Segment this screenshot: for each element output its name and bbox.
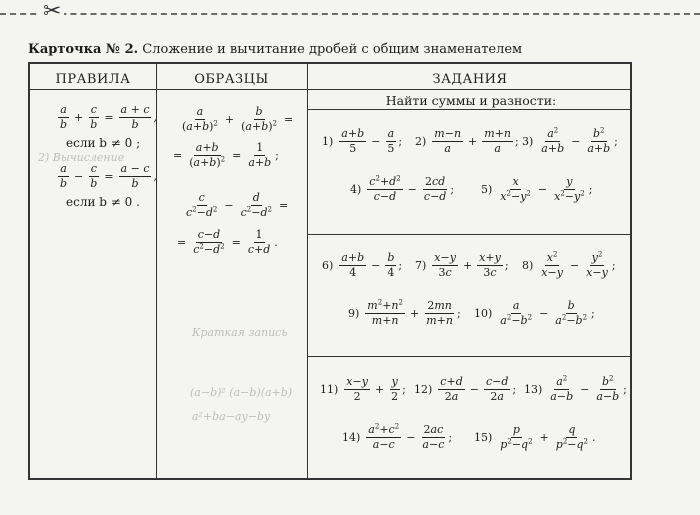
card-topic: Сложение и вычитание дробей с общим знаменателем bbox=[142, 42, 523, 57]
bleed-through-text: a²+ba−ay−by bbox=[192, 410, 271, 423]
sample-1-line-2: = $\frac{a+b}{(a+b)^2}$ = $\frac{1}{a+b}$ ; bbox=[173, 141, 279, 169]
card-title bbox=[28, 42, 522, 57]
group-divider bbox=[307, 356, 630, 357]
scissors-icon: ✂ bbox=[40, 0, 64, 24]
rule-subtraction: a b − $\frac{c}{b}$ = $\frac{a - c}{b}$ , bbox=[60, 162, 157, 190]
task-8: 8) $x^2$ x−y − $\frac{y^2}{x-y}$ ; bbox=[522, 250, 616, 279]
task-10: 10) a $a^2-b^2$ − $\frac{b}{a^2-b^2}$ ; bbox=[474, 299, 595, 327]
task-12: 12) c+d 2a − $\frac{c-d}{2a}$ ; bbox=[414, 375, 517, 403]
sample-2-line-2: = $\frac{c-d}{c^2-d^2}$ = $\frac{1}{c+d}$ . bbox=[177, 228, 278, 256]
task-5: 5) x $x^2-y^2$ − $\frac{y}{x^2-y^2}$ ; bbox=[481, 175, 593, 203]
task-4: 4) $c^2+d^2$ c−d − $\frac{2cd}{c-d}$ ; bbox=[350, 174, 455, 203]
bleed-through-text: Краткая запись bbox=[192, 326, 288, 339]
tasks-subtitle: Найти суммы и разности: bbox=[385, 93, 557, 108]
rule-condition-2: если b ≠ 0 . bbox=[66, 195, 140, 209]
bleed-through-text: 2) Вычисление bbox=[38, 151, 125, 164]
card-number: Карточка № 2. bbox=[28, 42, 139, 57]
rule-condition-1: если b ≠ 0 ; bbox=[66, 136, 141, 150]
task-3: 3) $a^2$ a+b − $\frac{b^2}{a+b}$ ; bbox=[522, 126, 618, 155]
task-9: 9) $m^2+n^2$ m+n + $\frac{2mn}{m+n}$ ; bbox=[348, 298, 461, 327]
sample-2-line-1: c $c^2-d^2$ − $\frac{d}{c^2-d^2}$ = bbox=[186, 191, 289, 219]
task-15: 15) p $p^2-q^2$ + $\frac{q}{p^2-q^2}$ . bbox=[474, 423, 596, 451]
task-13: 13) $a^2$ a−b − $\frac{b^2}{a-b}$ ; bbox=[524, 374, 627, 403]
cut-line bbox=[0, 13, 700, 15]
header-samples: ОБРАЗЦЫ bbox=[194, 72, 269, 87]
card-table bbox=[28, 62, 632, 480]
task-14: 14) $a^2+c^2$ a−c − $\frac{2ac}{a-c}$ ; bbox=[342, 422, 453, 451]
subtitle-divider bbox=[307, 109, 630, 110]
task-7: 7) x−y 3c + $\frac{x+y}{3c}$ ; bbox=[415, 251, 509, 279]
task-11: 11) x−y 2 + $\frac{y}{2}$ ; bbox=[320, 375, 406, 403]
bleed-through-text: (a−b)² (a−b)(a+b) bbox=[190, 386, 293, 399]
task-6: 6) a+b 4 − $\frac{b}{4}$ ; bbox=[322, 251, 403, 279]
task-2: 2) m−n a + $\frac{m+n}{a}$ ; bbox=[415, 127, 519, 155]
group-divider bbox=[307, 234, 630, 235]
rule-addition: a b + $\frac{c}{b}$ = $\frac{a + c}{b}$ , bbox=[60, 103, 157, 131]
column-divider bbox=[307, 64, 308, 478]
sample-1-line-1: a $(a+b)^2$ + $\frac{b}{(a+b)^2}$ = bbox=[182, 105, 294, 133]
header-tasks: ЗАДАНИЯ bbox=[432, 72, 508, 87]
task-1: 1) a+b 5 − $\frac{a}{5}$ ; bbox=[322, 127, 403, 155]
header-divider bbox=[30, 89, 630, 90]
header-rules: ПРАВИЛА bbox=[55, 72, 131, 87]
